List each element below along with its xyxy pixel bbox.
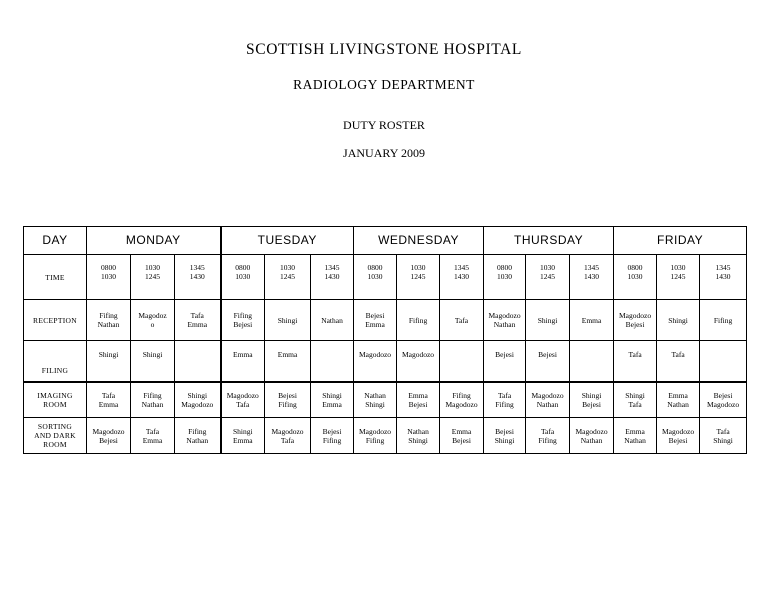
staff-name: Magodozo: [271, 426, 304, 436]
staff-name: Emma: [187, 320, 208, 329]
roster-cell: [484, 341, 526, 383]
roster-cell: [570, 382, 614, 418]
staff-name: Shingi: [277, 315, 298, 325]
staff-name: 1030: [145, 263, 160, 272]
staff-name: Emma: [232, 350, 253, 359]
staff-name: Fifing: [408, 315, 428, 325]
staff-name: Shingi: [365, 400, 385, 409]
roster-cell: [265, 300, 311, 341]
staff-name: Magodozo: [707, 400, 740, 409]
staff-name: Bejesi: [538, 350, 557, 359]
staff-name: Bejesi: [365, 311, 385, 320]
staff-name: Nathan: [141, 400, 164, 409]
staff-name: 1430: [324, 272, 340, 281]
roster-row-imaging: [24, 382, 747, 418]
roster-cell: [87, 341, 131, 383]
roster-cell: [397, 418, 440, 454]
staff-name: Magodozo: [575, 426, 608, 436]
staff-name: Bejesi: [278, 391, 297, 400]
roster-cell: [397, 255, 440, 300]
staff-name: Nathan: [536, 400, 559, 409]
roster-cell: [484, 255, 526, 300]
staff-name: Shingi: [581, 391, 602, 400]
roster-cell: [265, 341, 311, 383]
staff-name: 1030: [627, 272, 643, 281]
roster-cell: [397, 382, 440, 418]
staff-name: 1245: [670, 272, 686, 281]
staff-name: Emma: [451, 426, 472, 436]
staff-name: Shingi: [98, 350, 119, 359]
staff-name: 1030: [497, 272, 513, 281]
roster-cell: [354, 382, 397, 418]
roster-row-reception: [24, 300, 747, 341]
roster-cell: [221, 300, 265, 341]
staff-name: Shingi: [625, 391, 645, 400]
roster-cell: [87, 300, 131, 341]
staff-name: 1245: [145, 272, 160, 281]
staff-name: Nathan: [97, 320, 120, 329]
document-title: DUTY ROSTER: [343, 118, 425, 132]
staff-name: Emma: [98, 400, 119, 409]
row-label-line: AND DARK: [34, 431, 76, 440]
roster-cell: [657, 341, 700, 383]
roster-cell: [311, 255, 354, 300]
roster-cell: [526, 382, 570, 418]
department-name: RADIOLOGY DEPARTMENT: [293, 77, 475, 92]
staff-name: Emma: [232, 435, 253, 445]
roster-cell: [221, 255, 265, 300]
roster-row-sorting: [24, 418, 747, 454]
staff-name: Magodozo: [226, 391, 259, 400]
row-label-line: ROOM: [43, 440, 67, 449]
staff-name: Shingi: [142, 350, 163, 359]
day-header: THURSDAY: [484, 227, 614, 255]
staff-name: Tafa: [101, 391, 116, 400]
staff-name: Fifing: [99, 311, 118, 320]
roster-cell: [614, 300, 657, 341]
roster-cell: [311, 382, 354, 418]
staff-name: Tafa: [454, 315, 469, 325]
row-label: [24, 382, 87, 418]
hospital-name: SCOTTISH LIVINGSTONE HOSPITAL: [246, 41, 522, 58]
roster-cell: [570, 418, 614, 454]
roster-cell: [570, 341, 614, 383]
staff-name: Fifing: [365, 435, 385, 445]
staff-name: 1345: [189, 263, 205, 272]
staff-name: Magodozo: [619, 311, 652, 320]
staff-name: 1430: [189, 272, 205, 281]
roster-cell: [221, 418, 265, 454]
staff-name: Tafa: [190, 311, 204, 320]
staff-name: Shingi: [494, 435, 515, 445]
roster-cell: [614, 255, 657, 300]
roster-cell: [657, 382, 700, 418]
staff-name: 1430: [715, 272, 731, 281]
day-header: WEDNESDAY: [354, 227, 484, 255]
roster-cell: [440, 341, 484, 383]
staff-name: Nathan: [321, 315, 343, 325]
staff-name: Magodoz: [138, 311, 167, 320]
staff-name: Fifing: [322, 435, 342, 445]
staff-name: Magodozo: [401, 350, 435, 359]
staff-name: Bejesi: [668, 435, 688, 445]
staff-name: Fifing: [452, 391, 471, 400]
roster-cell: [354, 418, 397, 454]
staff-name: Bejesi: [452, 435, 471, 445]
staff-name: Bejesi: [233, 320, 253, 329]
staff-name: 1430: [584, 272, 600, 281]
staff-name: Nathan: [407, 426, 429, 436]
roster-cell: [131, 418, 175, 454]
duty-roster-table: [23, 226, 747, 454]
roster-cell: [526, 255, 570, 300]
row-label: [24, 300, 87, 341]
staff-name: 1345: [454, 263, 470, 272]
roster-cell: [440, 418, 484, 454]
roster-cell: [311, 418, 354, 454]
staff-name: Magodozo: [358, 426, 392, 436]
staff-name: 1245: [540, 272, 556, 281]
row-label-line: SORTING: [37, 422, 73, 431]
roster-cell: [397, 341, 440, 383]
roster-cell: [131, 300, 175, 341]
staff-name: 0800: [235, 263, 251, 272]
roster-cell: [131, 382, 175, 418]
roster-cell: [526, 418, 570, 454]
roster-cell: [700, 255, 747, 300]
staff-name: 1345: [324, 263, 340, 272]
roster-cell: [131, 341, 175, 383]
day-header: FRIDAY: [614, 227, 747, 255]
row-label: [24, 418, 87, 454]
staff-name: 1245: [280, 272, 296, 281]
staff-name: Magodozo: [531, 391, 564, 400]
staff-name: Nathan: [624, 435, 646, 445]
roster-cell: [265, 382, 311, 418]
roster-cell: [526, 341, 570, 383]
roster-cell: [700, 300, 747, 341]
roster-cell: [570, 300, 614, 341]
roster-cell: [175, 382, 221, 418]
staff-name: 1030: [540, 263, 556, 272]
staff-name: 1030: [280, 263, 296, 272]
day-header: MONDAY: [87, 227, 221, 255]
staff-name: Magodozo: [662, 426, 695, 436]
staff-name: Tafa: [716, 426, 730, 436]
staff-name: Tafa: [497, 391, 512, 400]
staff-name: Bejesi: [495, 350, 514, 359]
roster-cell: [175, 418, 221, 454]
staff-name: Shingi: [537, 315, 558, 325]
roster-cell: [354, 255, 397, 300]
staff-name: Fifing: [143, 391, 162, 400]
staff-name: Nathan: [364, 391, 386, 400]
roster-cell: [397, 300, 440, 341]
staff-name: Bejesi: [408, 400, 428, 409]
roster-row-filing: [24, 341, 747, 383]
roster-cell: [484, 418, 526, 454]
staff-name: Tafa: [236, 400, 250, 409]
staff-name: Shingi: [713, 435, 733, 445]
staff-name: 1030: [367, 272, 383, 281]
staff-name: 1030: [670, 263, 686, 272]
staff-name: Emma: [581, 315, 602, 325]
roster-cell: [354, 341, 397, 383]
roster-cell: [265, 418, 311, 454]
staff-name: 0800: [367, 263, 383, 272]
roster-cell: [131, 255, 175, 300]
staff-name: Bejesi: [582, 400, 601, 409]
roster-cell: [614, 341, 657, 383]
staff-name: Magodozo: [445, 400, 478, 409]
roster-cell: [440, 255, 484, 300]
row-label-line: IMAGING: [37, 391, 73, 400]
staff-name: 0800: [101, 263, 116, 272]
staff-name: 1245: [410, 272, 426, 281]
staff-name: Nathan: [493, 320, 516, 329]
row-label-line: TIME: [45, 272, 65, 282]
staff-name: Magodozo: [181, 400, 214, 409]
roster-cell: [87, 255, 131, 300]
row-label: [24, 255, 87, 300]
row-label-line: FILING: [41, 366, 69, 375]
staff-name: 1030: [410, 263, 426, 272]
row-label: [24, 341, 87, 383]
staff-name: Shingi: [408, 435, 428, 445]
staff-name: 1345: [715, 263, 731, 272]
staff-name: Nathan: [580, 435, 603, 445]
corner-label: DAY: [24, 227, 87, 255]
roster-cell: [354, 300, 397, 341]
roster-cell: [87, 418, 131, 454]
roster-cell: [221, 382, 265, 418]
roster-cell: [484, 382, 526, 418]
roster-cell: [175, 300, 221, 341]
roster-cell: [440, 382, 484, 418]
staff-name: Emma: [277, 350, 298, 359]
roster-cell: [614, 382, 657, 418]
staff-name: 1430: [454, 272, 470, 281]
day-header: TUESDAY: [221, 227, 354, 255]
staff-name: Shingi: [187, 391, 208, 400]
row-label-line: ROOM: [43, 400, 67, 409]
staff-name: Fifing: [713, 315, 733, 325]
staff-name: Emma: [625, 426, 645, 436]
staff-name: Tafa: [280, 435, 295, 445]
roster-cell: [614, 418, 657, 454]
staff-name: Fifing: [538, 435, 557, 445]
staff-name: Emma: [142, 435, 163, 445]
staff-name: Magodozo: [358, 350, 392, 359]
roster-cell: [87, 382, 131, 418]
roster-cell: [175, 341, 221, 383]
staff-name: Emma: [668, 391, 688, 400]
roster-cell: [175, 255, 221, 300]
roster-period: JANUARY 2009: [343, 146, 425, 160]
staff-name: Bejesi: [713, 391, 733, 400]
staff-name: Nathan: [667, 400, 689, 409]
roster-cell: [221, 341, 265, 383]
staff-name: Bejesi: [322, 426, 342, 436]
day-header-row: [24, 227, 747, 255]
roster-cell: [700, 341, 747, 383]
staff-name: Bejesi: [495, 426, 514, 436]
staff-name: 0800: [627, 263, 643, 272]
staff-name: Shingi: [232, 426, 253, 436]
staff-name: Fifing: [495, 400, 514, 409]
staff-name: Tafa: [671, 350, 685, 359]
staff-name: Tafa: [540, 426, 555, 436]
staff-name: Magodozo: [488, 311, 521, 320]
staff-name: 1030: [101, 272, 116, 281]
roster-row-time: [24, 255, 747, 300]
staff-name: 1030: [235, 272, 251, 281]
roster-cell: [700, 418, 747, 454]
staff-name: Emma: [408, 391, 428, 400]
roster-cell: [265, 255, 311, 300]
row-label-line: RECEPTION: [33, 315, 77, 325]
staff-name: Tafa: [145, 426, 160, 436]
staff-name: Emma: [322, 400, 342, 409]
staff-name: Emma: [365, 320, 385, 329]
roster-cell: [440, 300, 484, 341]
roster-cell: [657, 300, 700, 341]
staff-name: 0800: [497, 263, 513, 272]
roster-cell: [526, 300, 570, 341]
roster-cell: [311, 341, 354, 383]
staff-name: Fifing: [233, 311, 252, 320]
staff-name: Tafa: [628, 350, 642, 359]
roster-cell: [657, 255, 700, 300]
roster-cell: [700, 382, 747, 418]
staff-name: Tafa: [628, 400, 642, 409]
staff-name: Nathan: [186, 435, 209, 445]
staff-name: Fifing: [188, 426, 207, 436]
staff-name: 1345: [584, 263, 600, 272]
staff-name: Bejesi: [99, 435, 118, 445]
staff-name: Fifing: [278, 400, 297, 409]
roster-cell: [484, 300, 526, 341]
staff-name: Magodozo: [92, 426, 125, 436]
staff-name: o: [150, 320, 155, 329]
staff-name: Shingi: [322, 391, 342, 400]
staff-name: Shingi: [668, 315, 688, 325]
roster-cell: [657, 418, 700, 454]
staff-name: Bejesi: [625, 320, 645, 329]
roster-cell: [311, 300, 354, 341]
roster-cell: [570, 255, 614, 300]
